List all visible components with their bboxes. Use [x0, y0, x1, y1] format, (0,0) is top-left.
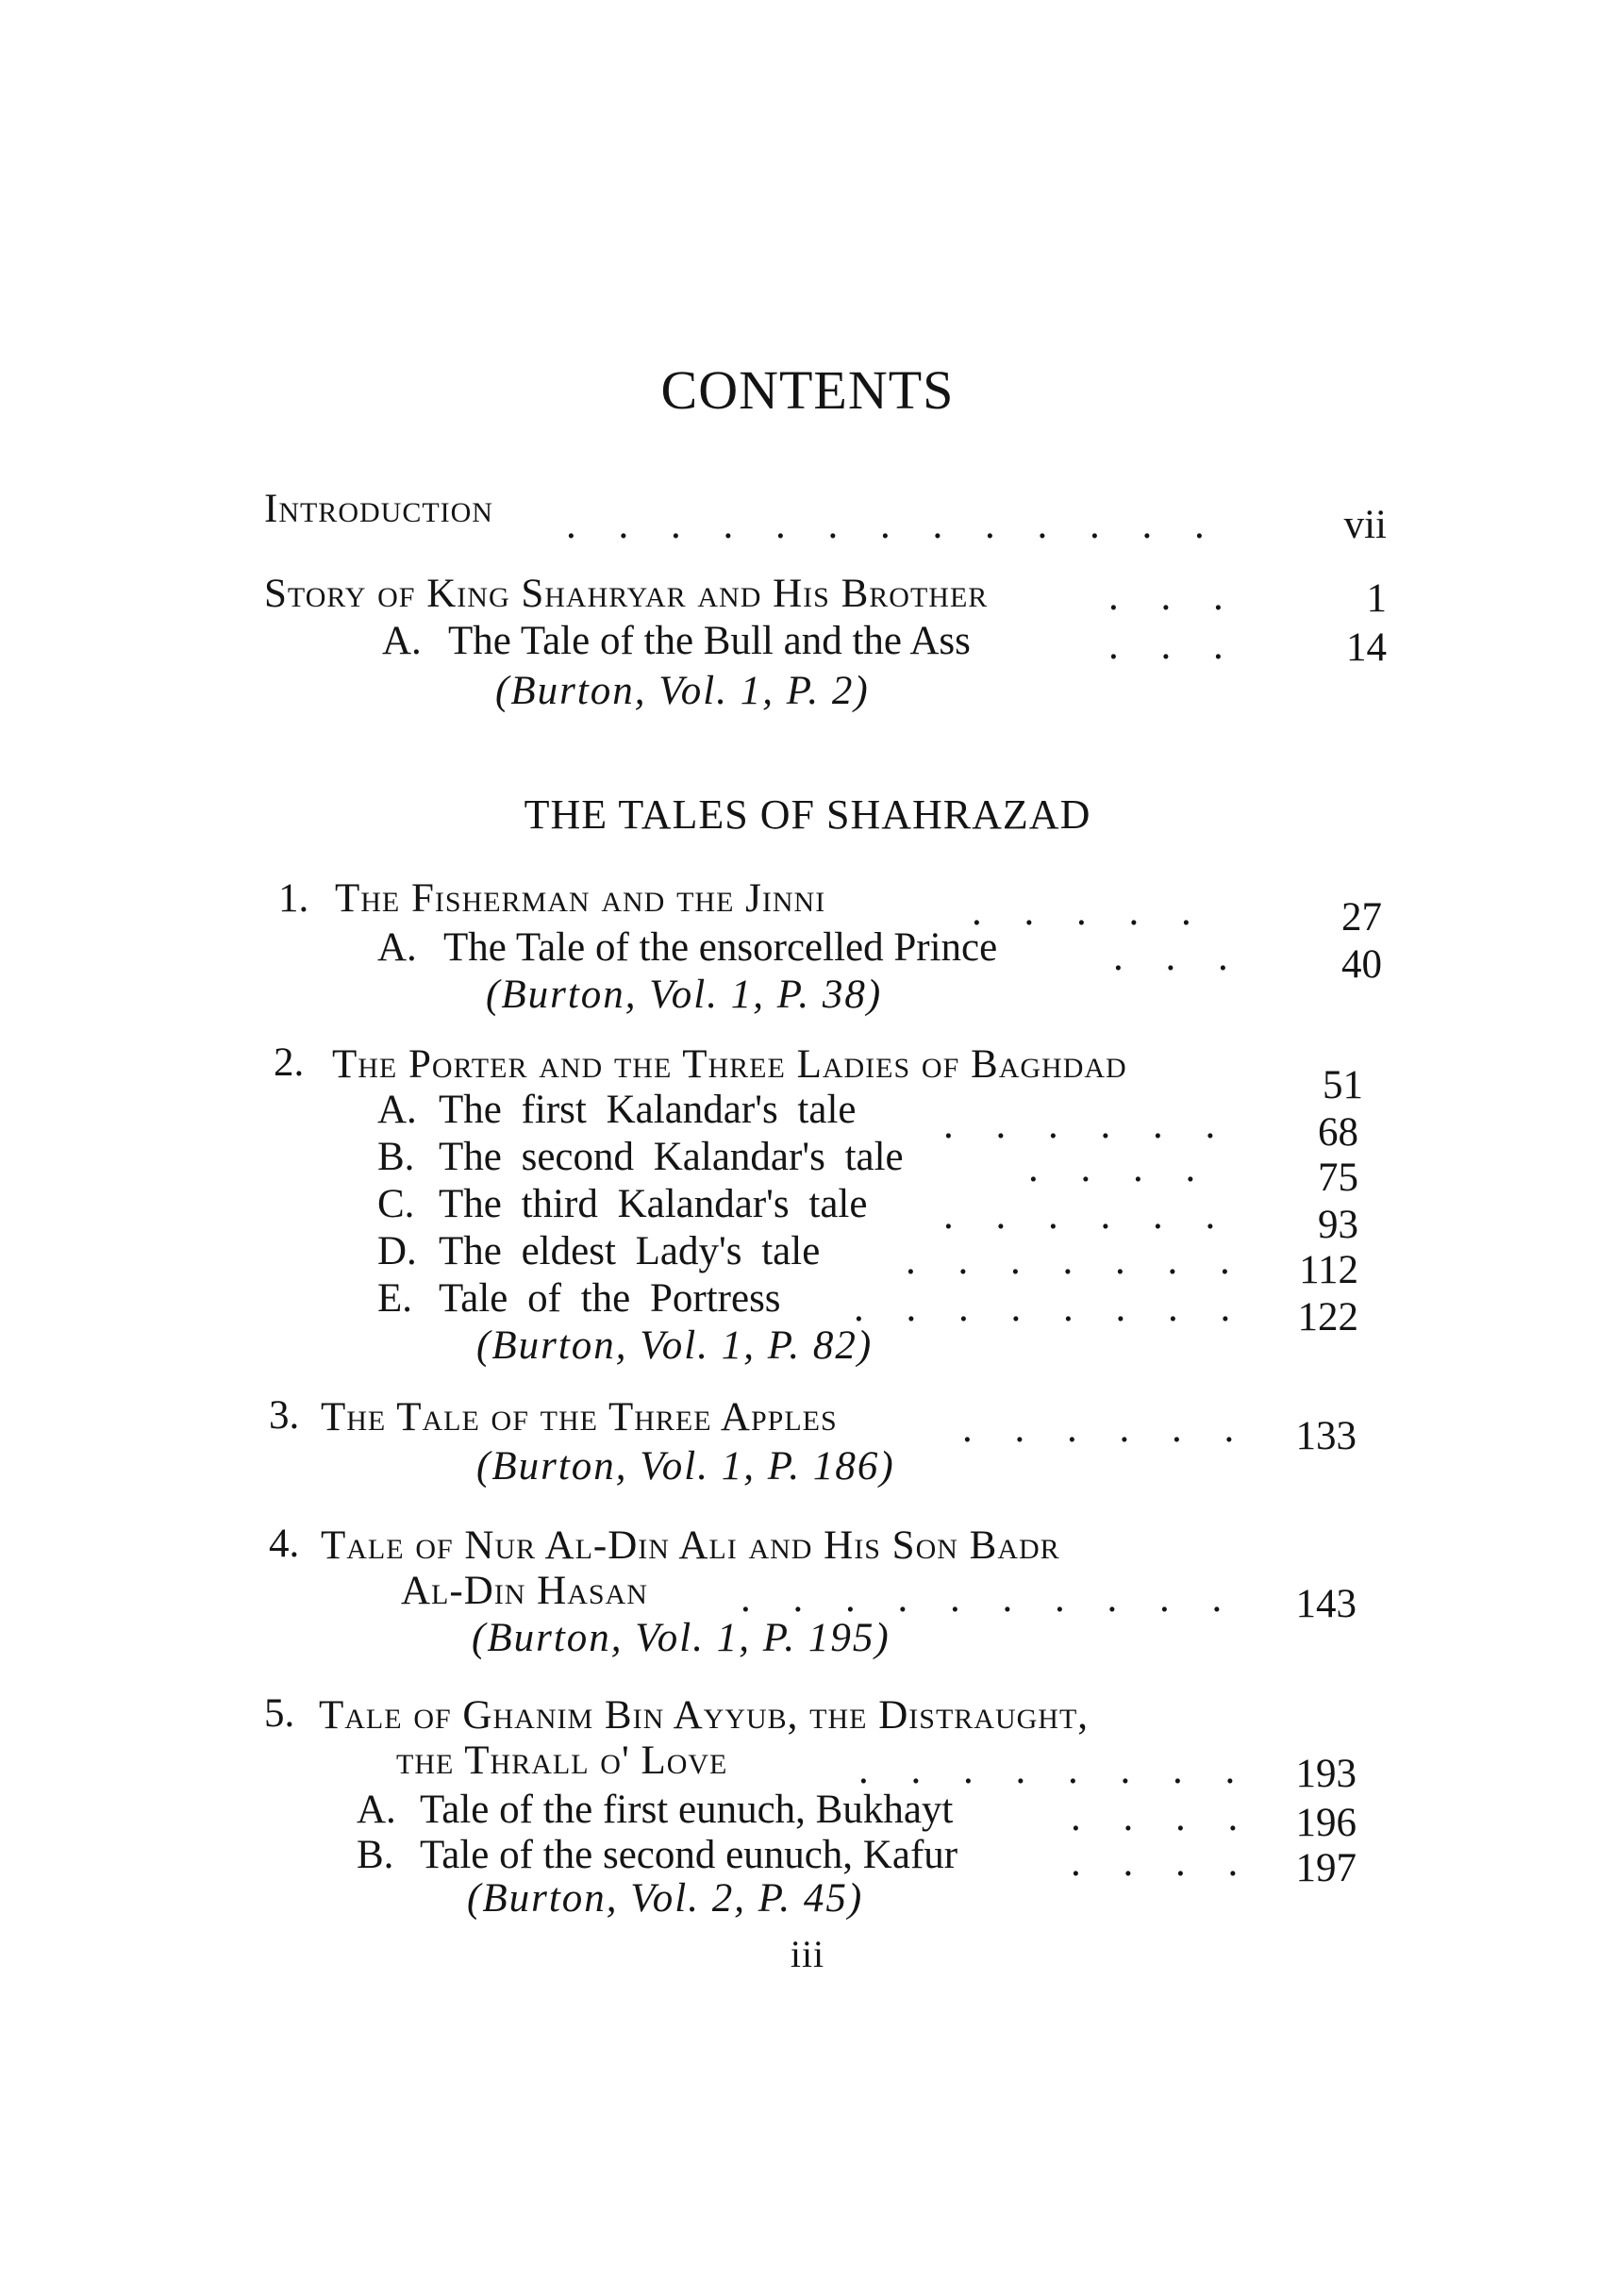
toc-entry-fisherman: The Fisherman and the Jinni — [335, 876, 826, 921]
page-number: 75 — [1318, 1156, 1358, 1200]
burton-citation: (Burton, Vol. 1, P. 82) — [476, 1323, 874, 1368]
page-number: 196 — [1295, 1801, 1357, 1845]
page-number: 14 — [1346, 625, 1387, 670]
toc-subentry-ensorcelled-prince: The Tale of the ensorcelled Prince — [443, 925, 998, 970]
tale-number: 4. — [269, 1522, 300, 1566]
toc-subentry-bukhayt: Tale of the first eunuch, Bukhayt — [420, 1788, 954, 1832]
toc-subentry-portress: Tale of the Portress — [439, 1276, 781, 1321]
toc-subentry-label: B. — [357, 1833, 394, 1877]
toc-subentry-second-kalandar: The second Kalandar's tale — [439, 1135, 904, 1179]
dot-leader: . . . — [1108, 624, 1240, 668]
toc-subentry-label: C. — [377, 1182, 415, 1226]
page-number: 112 — [1299, 1248, 1358, 1292]
toc-subentry-first-kalandar: The first Kalandar's tale — [439, 1088, 857, 1132]
toc-entry-shahryar: Story of King Shahryar and His Brother — [264, 572, 989, 616]
burton-citation: (Burton, Vol. 1, P. 38) — [486, 973, 883, 1017]
toc-entry-three-apples: The Tale of the Three Apples — [321, 1395, 838, 1439]
toc-entry-ghanim: Tale of Ghanim Bin Ayyub, the Distraught, — [319, 1693, 1090, 1738]
dot-leader: . . . . . . — [962, 1406, 1251, 1451]
burton-citation: (Burton, Vol. 1, P. 195) — [472, 1616, 891, 1660]
toc-subentry-eldest-lady: The eldest Lady's tale — [439, 1229, 821, 1273]
section-heading: THE TALES OF SHAHRAZAD — [524, 791, 1091, 838]
toc-subentry-label: D. — [377, 1229, 417, 1273]
dot-leader: . . . . . — [972, 890, 1207, 934]
dot-leader: . . . . — [1071, 1795, 1255, 1839]
toc-entry-ghanim-continued: the Thrall o' Love — [396, 1739, 728, 1783]
dot-leader: . . . . . . . . . . . . . — [566, 503, 1221, 547]
toc-entry-introduction: Introduction — [264, 487, 493, 531]
page-number: 27 — [1341, 895, 1382, 940]
page-title: CONTENTS — [660, 359, 955, 421]
tale-number: 3. — [269, 1393, 300, 1438]
burton-citation: (Burton, Vol. 1, P. 2) — [495, 669, 870, 713]
page-number: 1 — [1366, 576, 1387, 621]
toc-subentry-label: A. — [382, 619, 422, 663]
page-number: 68 — [1318, 1110, 1358, 1155]
tale-number: 2. — [274, 1040, 305, 1085]
page-number: 193 — [1295, 1752, 1357, 1796]
toc-subentry-label: A. — [377, 1088, 417, 1132]
dot-leader: . . . . — [1028, 1146, 1212, 1190]
page-number: 133 — [1295, 1414, 1357, 1458]
dot-leader: . . . . . . . . . . — [741, 1576, 1239, 1621]
toc-entry-porter-three-ladies: The Porter and the Three Ladies of Baghdad — [332, 1042, 1127, 1087]
burton-citation: (Burton, Vol. 2, P. 45) — [467, 1876, 864, 1921]
toc-subentry-bull-and-ass: The Tale of the Bull and the Ass — [448, 619, 971, 663]
page-folio: iii — [790, 1933, 825, 1975]
page-number: 40 — [1341, 942, 1382, 987]
toc-subentry-kafur: Tale of the second eunuch, Kafur — [420, 1833, 958, 1877]
dot-leader: . . . . . . — [943, 1193, 1232, 1238]
dot-leader: . . . . . . . . — [858, 1748, 1252, 1792]
dot-leader: . . . . . . . . — [854, 1286, 1247, 1330]
dot-leader: . . . — [1108, 574, 1240, 619]
page-number: 93 — [1318, 1203, 1358, 1247]
tale-number: 5. — [264, 1691, 295, 1736]
dot-leader: . . . . . . . — [906, 1239, 1246, 1283]
page-number: 122 — [1297, 1295, 1358, 1339]
dot-leader: . . . . — [1071, 1840, 1255, 1885]
toc-entry-nur-al-din: Tale of Nur Al-Din Ali and His Son Badr — [321, 1523, 1060, 1568]
toc-subentry-label: A. — [377, 925, 417, 970]
page-number: 197 — [1295, 1846, 1357, 1890]
page-number: 51 — [1323, 1063, 1363, 1107]
toc-subentry-label: B. — [377, 1135, 415, 1179]
page-number: vii — [1343, 503, 1387, 547]
toc-entry-nur-al-din-continued: Al-Din Hasan — [401, 1569, 648, 1613]
toc-subentry-third-kalandar: The third Kalandar's tale — [439, 1182, 868, 1226]
page-number: 143 — [1295, 1582, 1357, 1626]
toc-subentry-label: A. — [357, 1788, 396, 1832]
burton-citation: (Burton, Vol. 1, P. 186) — [476, 1444, 895, 1489]
dot-leader: . . . . . . — [943, 1103, 1232, 1147]
dot-leader: . . . — [1113, 935, 1244, 979]
toc-subentry-label: E. — [377, 1276, 413, 1321]
tale-number: 1. — [278, 876, 309, 921]
